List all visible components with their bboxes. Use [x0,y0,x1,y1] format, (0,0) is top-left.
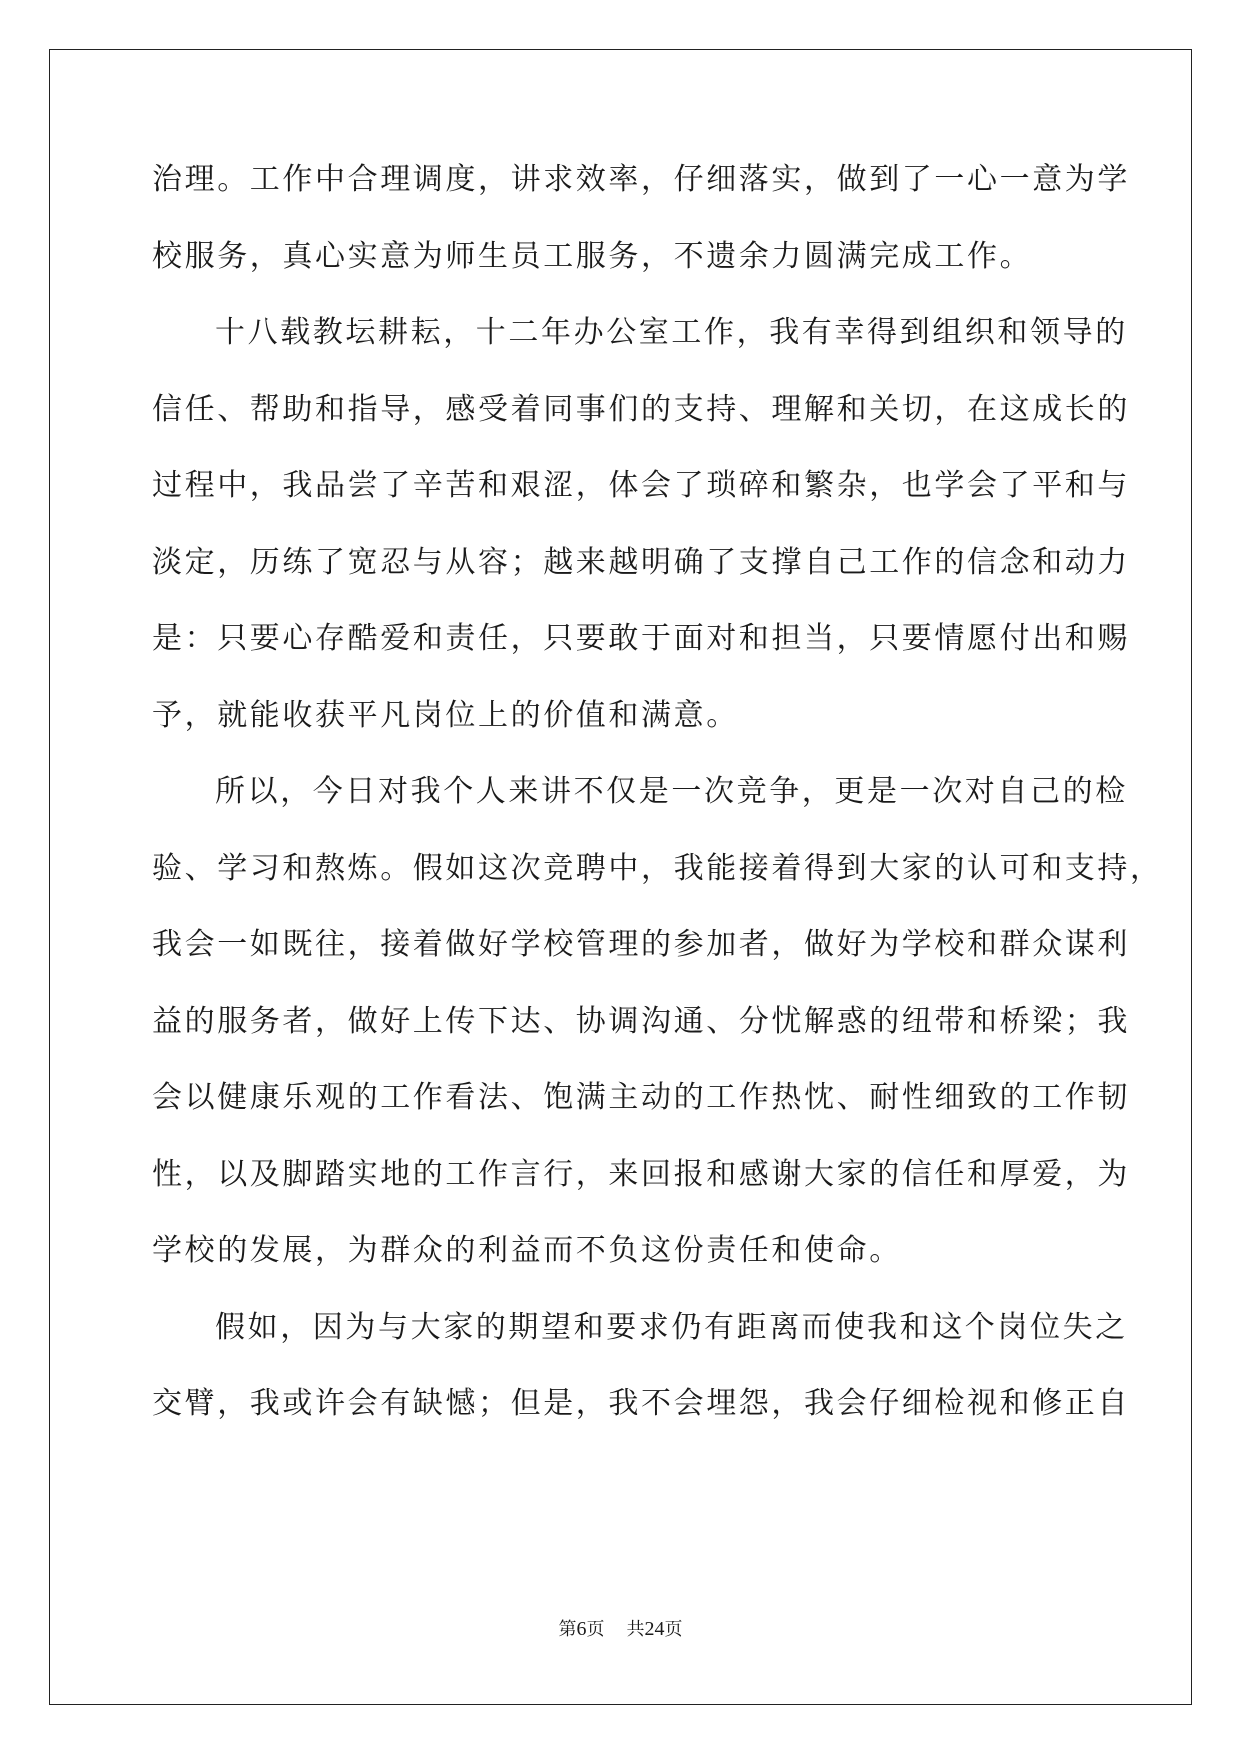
page-number: 6 [576,1618,587,1640]
page-suffix: 页 [586,1619,605,1640]
text-line: 十八载教坛耕耘，十二年办公室工作，我有幸得到组织和领导的 [215,315,1128,350]
text-line: 假如，因为与大家的期望和要求仍有距离而使我和这个岗位失之 [215,1309,1128,1345]
text-line: 性，以及脚踏实地的工作言行，来回报和感谢大家的信任和厚爱，为 [152,1156,1130,1192]
text-line: 交臂，我或许会有缺憾；但是，我不会埋怨，我会仔细检视和修正自 [152,1386,1130,1421]
text-line: 是：只要心存酷爱和责任，只要敢于面对和担当，只要情愿付出和赐 [152,621,1130,656]
page-prefix: 第 [558,1619,577,1640]
text-line: 我会一如既往，接着做好学校管理的参加者，做好为学校和群众谋利 [152,927,1130,962]
text-line: 所以，今日对我个人来讲不仅是一次竞争，更是一次对自己的检 [215,774,1128,809]
page-footer [0,1615,1241,1641]
text-line: 验、学习和熬炼。假如这次竞聘中，我能接着得到大家的认可和支持， [152,850,1163,886]
text-line: 淡定，历练了宽忍与从容；越来越明确了支撑自己工作的信念和动力 [152,544,1130,580]
text-line: 过程中，我品尝了辛苦和艰涩，体会了琐碎和繁杂，也学会了平和与 [152,468,1130,503]
total-suffix: 页 [664,1619,683,1640]
total-pages: 24 [644,1618,665,1640]
text-line: 会以健康乐观的工作看法、饱满主动的工作热忱、耐性细致的工作韧 [152,1080,1130,1115]
text-line: 予，就能收获平凡岗位上的价值和满意。 [152,697,739,733]
text-line: 学校的发展，为群众的利益而不负这份责任和使命。 [152,1233,902,1268]
text-line: 治理。工作中合理调度，讲求效率，仔细落实，做到了一心一意为学 [152,162,1130,197]
document-body [152,160,1163,1461]
text-line: 校服务，真心实意为师生员工服务，不遗余力圆满完成工作。 [152,238,1033,274]
text-line: 信任、帮助和指导，感受着同事们的支持、理解和关切，在这成长的 [152,391,1130,427]
text-line: 益的服务者，做好上传下达、协调沟通、分忧解惑的纽带和桥梁；我 [152,1003,1130,1039]
total-prefix: 共 [626,1619,645,1640]
